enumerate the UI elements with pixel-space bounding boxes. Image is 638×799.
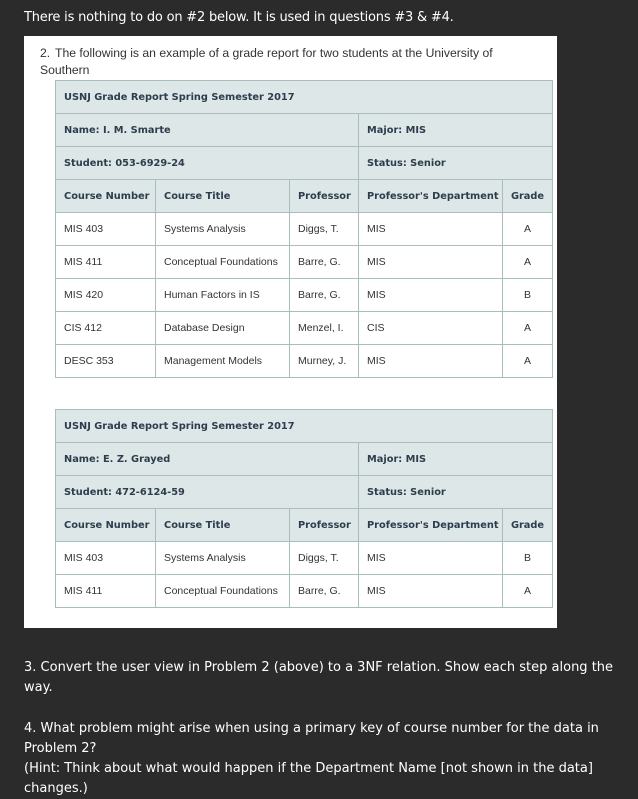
col-grade: Grade	[503, 509, 553, 542]
col-course-title: Course Title	[156, 509, 290, 542]
column-header-row	[56, 180, 553, 213]
professor: Barre, G.	[290, 279, 359, 312]
course-title: Conceptual Foundations	[156, 575, 290, 608]
table-row	[56, 213, 553, 246]
table-row	[56, 279, 553, 312]
grade-report-table-2	[55, 409, 553, 608]
question-4-text	[24, 719, 638, 799]
course-title: Database Design	[156, 312, 290, 345]
question-2-line1: The following is an example of a grade report for two students at the University of Southern	[40, 46, 493, 77]
course-title: Systems Analysis	[156, 542, 290, 575]
course-number: DESC 353	[56, 345, 156, 378]
professor-department: MIS	[359, 542, 503, 575]
professor: Menzel, I.	[290, 312, 359, 345]
course-title: Conceptual Foundations	[156, 246, 290, 279]
professor: Diggs, T.	[290, 542, 359, 575]
table-row	[56, 345, 553, 378]
table-row	[56, 542, 553, 575]
grade: A	[503, 213, 553, 246]
course-number: MIS 403	[56, 542, 156, 575]
student-major: Major: MIS	[359, 443, 553, 476]
student-id: Student: 053-6929-24	[56, 147, 359, 180]
professor: Barre, G.	[290, 575, 359, 608]
grade: A	[503, 246, 553, 279]
grade: A	[503, 312, 553, 345]
col-professor-department: Professor's Department	[359, 509, 503, 542]
grade: B	[503, 542, 553, 575]
course-title: Management Models	[156, 345, 290, 378]
course-number: MIS 420	[56, 279, 156, 312]
student-name: Name: I. M. Smarte	[56, 114, 359, 147]
student-major: Major: MIS	[359, 114, 553, 147]
student-name: Name: E. Z. Grayed	[56, 443, 359, 476]
report-heading: USNJ Grade Report Spring Semester 2017	[56, 81, 553, 114]
question-4-line2: (Hint: Think about what would happen if the Department Name [not shown in the data] changes.)	[24, 761, 593, 796]
question-2-number: 2.	[40, 46, 51, 60]
course-title: Human Factors in IS	[156, 279, 290, 312]
grade: B	[503, 279, 553, 312]
student-status: Status: Senior	[359, 476, 553, 509]
col-professor-department: Professor's Department	[359, 180, 503, 213]
col-course-title: Course Title	[156, 180, 290, 213]
col-professor: Professor	[290, 509, 359, 542]
table-row	[56, 246, 553, 279]
table-row	[56, 312, 553, 345]
grade: A	[503, 575, 553, 608]
professor-department: MIS	[359, 213, 503, 246]
col-course-number: Course Number	[56, 509, 156, 542]
course-number: MIS 403	[56, 213, 156, 246]
question-3-text: 3. Convert the user view in Problem 2 (above) to a 3NF relation. Show each step along the way.	[24, 660, 614, 695]
course-title: Systems Analysis	[156, 213, 290, 246]
professor-department: MIS	[359, 246, 503, 279]
student-id: Student: 472-6124-59	[56, 476, 359, 509]
course-number: MIS 411	[56, 246, 156, 279]
intro-text: There is nothing to do on #2 below. It is used in questions #3 & #4.	[24, 10, 454, 25]
professor-department: MIS	[359, 279, 503, 312]
col-professor: Professor	[290, 180, 359, 213]
course-number: CIS 412	[56, 312, 156, 345]
table-row	[56, 575, 553, 608]
student-status: Status: Senior	[359, 147, 553, 180]
professor-department: CIS	[359, 312, 503, 345]
column-header-row	[56, 509, 553, 542]
grade: A	[503, 345, 553, 378]
professor-department: MIS	[359, 345, 503, 378]
question-4-line1: 4. What problem might arise when using a primary key of course number for the data in Problem 2?	[24, 721, 599, 756]
question-2-panel	[24, 36, 557, 628]
professor: Diggs, T.	[290, 213, 359, 246]
course-number: MIS 411	[56, 575, 156, 608]
col-grade: Grade	[503, 180, 553, 213]
col-course-number: Course Number	[56, 180, 156, 213]
professor-department: MIS	[359, 575, 503, 608]
professor: Murney, J.	[290, 345, 359, 378]
grade-report-table-1	[55, 80, 553, 378]
professor: Barre, G.	[290, 246, 359, 279]
report-heading: USNJ Grade Report Spring Semester 2017	[56, 410, 553, 443]
